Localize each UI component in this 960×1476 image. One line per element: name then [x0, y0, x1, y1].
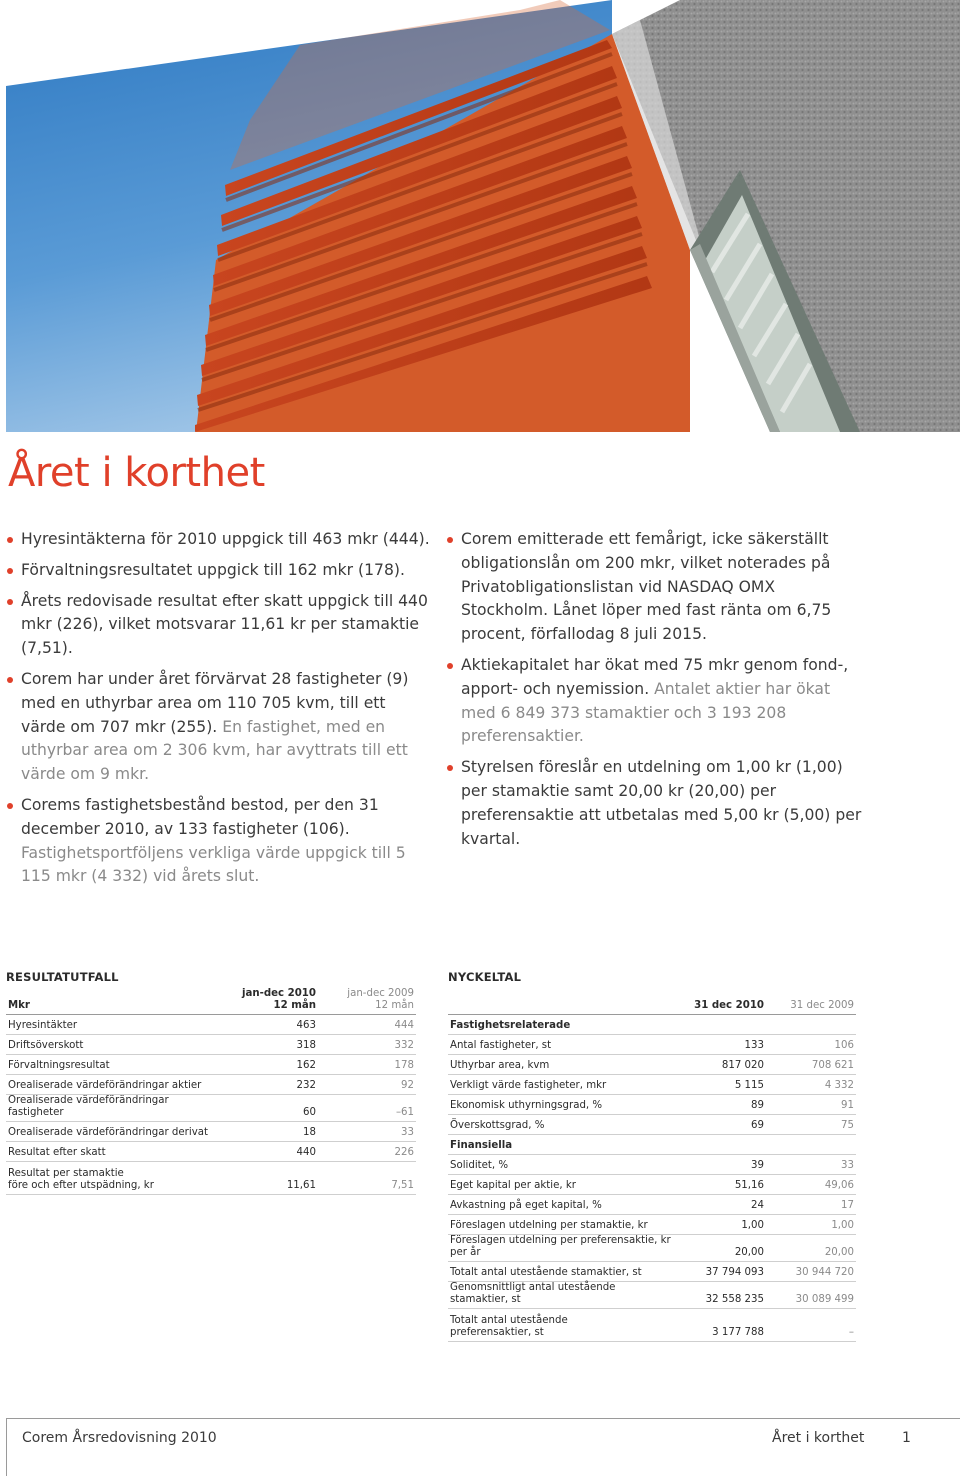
- row-label: Totalt antal utestående preferensaktier, st: [448, 1309, 676, 1342]
- value-2009: 30 944 720: [772, 1262, 856, 1282]
- table-row: [6, 1122, 416, 1142]
- row-label: Totalt antal utestående stamaktier, st: [448, 1262, 676, 1282]
- section-row: [448, 1135, 856, 1155]
- table-row: [448, 1155, 856, 1175]
- table-row: [6, 1075, 416, 1095]
- value-2009: 4 332: [772, 1075, 856, 1095]
- row-label: Soliditet, %: [448, 1155, 676, 1175]
- value-2010: 32 558 235: [676, 1282, 772, 1309]
- table-row: [448, 1309, 856, 1342]
- bullet-dot-icon: [7, 677, 13, 683]
- value-2009: –: [772, 1309, 856, 1342]
- footer-publication: Corem Årsredovisning 2010: [22, 1430, 217, 1446]
- row-label: Föreslagen utdelning per stamaktie, kr: [448, 1215, 676, 1235]
- value-2009: 20,00: [772, 1235, 856, 1262]
- value-2009: 33: [324, 1122, 416, 1142]
- list-item: Årets redovisade resultat efter skatt uppgick till 440 mkr (226), vilket motsvarar 11,61 kr per stamaktie (7,51).: [4, 590, 432, 661]
- list-item: Corem har under året förvärvat 28 fastigheter (9) med en uthyrbar area om 110 705 kvm, till ett värde om 707 mkr (255). En fastighet, med en uthyrbar area om 2 306 kvm, har avyttrats till ett värde om 9 mkr.: [4, 668, 432, 787]
- footer-divider: [6, 1418, 960, 1419]
- value-2010: 39: [676, 1155, 772, 1175]
- table-row: [448, 1035, 856, 1055]
- value-2010: 463: [224, 1015, 324, 1035]
- value-2009: 7,51: [324, 1162, 416, 1195]
- nyckeltal-table: [448, 970, 856, 1342]
- table-body: [448, 1035, 856, 1135]
- table-body: [6, 1015, 416, 1162]
- value-2009: 17: [772, 1195, 856, 1215]
- table-row: [6, 1162, 416, 1195]
- bullet-dot-icon: [7, 568, 13, 574]
- value-2009: 30 089 499: [772, 1282, 856, 1309]
- bullet-dot-icon: [7, 803, 13, 809]
- table-row: [448, 1055, 856, 1075]
- row-label: Eget kapital per aktie, kr: [448, 1175, 676, 1195]
- highlights-left: [4, 528, 432, 896]
- value-2009: –61: [324, 1095, 416, 1122]
- row-label: Antal fastigheter, st: [448, 1035, 676, 1055]
- value-2009: 33: [772, 1155, 856, 1175]
- row-label: Genomsnittligt antal utestående stamaktier, st: [448, 1282, 676, 1309]
- value-2010: 440: [224, 1142, 324, 1162]
- table-row: [448, 1235, 856, 1262]
- list-item: Corem emitterade ett femårigt, icke säkerställt obligationslån om 200 mkr, vilket noterades på Privatobligationslistan vid NASDAQ OMX Stockholm. Lånet löper med fast ränta om 6,75 procent, förfallodag 8 juli 2015.: [444, 528, 864, 647]
- row-label: Resultat efter skatt: [6, 1142, 224, 1162]
- value-2010: 51,16: [676, 1175, 772, 1195]
- table-row: [448, 1075, 856, 1095]
- row-label: Föreslagen utdelning per preferensaktie, kr per år: [448, 1235, 676, 1262]
- footer-section-title: Året i korthet: [772, 1430, 865, 1446]
- bullet-dot-icon: [7, 537, 13, 543]
- row-label: Resultat per stamaktie före och efter utspädning, kr: [6, 1162, 224, 1195]
- table-caption: RESULTATUTFALL: [6, 970, 119, 984]
- value-2009: 49,06: [772, 1175, 856, 1195]
- value-2010: 11,61: [224, 1162, 324, 1195]
- value-2010: 817 020: [676, 1055, 772, 1075]
- value-2010: 3 177 788: [676, 1309, 772, 1342]
- section-label: Finansiella: [448, 1135, 856, 1155]
- section-label: Fastighetsrelaterade: [448, 1015, 856, 1035]
- hero-photo: [0, 0, 960, 432]
- value-2010: 89: [676, 1095, 772, 1115]
- table-row: [448, 1175, 856, 1195]
- value-2009: 106: [772, 1035, 856, 1055]
- row-label: Verkligt värde fastigheter, mkr: [448, 1075, 676, 1095]
- value-2010: 1,00: [676, 1215, 772, 1235]
- value-2009: 75: [772, 1115, 856, 1135]
- value-2009: 91: [772, 1095, 856, 1115]
- table-body: [448, 1155, 856, 1309]
- bullet-dot-icon: [447, 765, 453, 771]
- table-row: [6, 1142, 416, 1162]
- row-label: Orealiserade värdeförändringar aktier: [6, 1075, 224, 1095]
- value-2009: 92: [324, 1075, 416, 1095]
- table-row: [6, 1015, 416, 1035]
- table-header-row: [448, 986, 856, 1015]
- table-row: [448, 1195, 856, 1215]
- row-label: Orealiserade värdeförändringar derivat: [6, 1122, 224, 1142]
- row-label: Hyresintäkter: [6, 1015, 224, 1035]
- row-label: Orealiserade värdeförändringar fastigheter: [6, 1095, 224, 1122]
- value-2009: 444: [324, 1015, 416, 1035]
- page-number: 1: [902, 1430, 911, 1446]
- table-header-row: [6, 986, 416, 1015]
- value-2010: 37 794 093: [676, 1262, 772, 1282]
- row-label: Driftsöverskott: [6, 1035, 224, 1055]
- column-header-2009: jan-dec 2009 12 mån: [324, 986, 416, 1015]
- section-row: [448, 1015, 856, 1035]
- row-label: Uthyrbar area, kvm: [448, 1055, 676, 1075]
- list-item: Aktiekapitalet har ökat med 75 mkr genom fond-, apport- och nyemission. Antalet aktier har ökat med 6 849 373 stamaktier och 3 193 208 preferensaktier.: [444, 654, 864, 749]
- bullet-dot-icon: [7, 599, 13, 605]
- table-caption: NYCKELTAL: [448, 970, 522, 984]
- column-header-mkr: Mkr: [6, 986, 224, 1015]
- list-item: Styrelsen föreslår en utdelning om 1,00 kr (1,00) per stamaktie samt 20,00 kr (20,00) per preferensaktie att utbetalas med 5,00 kr (5,00) per kvartal.: [444, 756, 864, 851]
- value-2009: 332: [324, 1035, 416, 1055]
- building-facade-illustration: [0, 0, 960, 432]
- resultatutfall-table: [6, 970, 416, 1195]
- value-2010: 133: [676, 1035, 772, 1055]
- value-2010: 5 115: [676, 1075, 772, 1095]
- row-label: Avkastning på eget kapital, %: [448, 1195, 676, 1215]
- list-item: Hyresintäkterna för 2010 uppgick till 463 mkr (444).: [4, 528, 432, 552]
- column-header-2010: jan-dec 2010 12 mån: [224, 986, 324, 1015]
- row-label: Ekonomisk uthyrningsgrad, %: [448, 1095, 676, 1115]
- value-2009: 226: [324, 1142, 416, 1162]
- value-2010: 20,00: [676, 1235, 772, 1262]
- table-row: [448, 1215, 856, 1235]
- value-2010: 60: [224, 1095, 324, 1122]
- value-2009: 1,00: [772, 1215, 856, 1235]
- value-2010: 24: [676, 1195, 772, 1215]
- table-row: [6, 1055, 416, 1075]
- footer-edge-line: [6, 1418, 7, 1476]
- page-title: Året i korthet: [8, 450, 265, 496]
- table-row: [448, 1282, 856, 1309]
- value-2010: 162: [224, 1055, 324, 1075]
- value-2010: 232: [224, 1075, 324, 1095]
- table-row: [6, 1095, 416, 1122]
- highlights-right: [444, 528, 864, 858]
- table-row: [6, 1035, 416, 1055]
- row-label: Överskottsgrad, %: [448, 1115, 676, 1135]
- value-2009: 178: [324, 1055, 416, 1075]
- bullet-dot-icon: [447, 663, 453, 669]
- table-row: [448, 1095, 856, 1115]
- row-label: Förvaltningsresultat: [6, 1055, 224, 1075]
- table-row: [448, 1115, 856, 1135]
- column-header-2010: 31 dec 2010: [676, 986, 772, 1015]
- column-header-2009: 31 dec 2009: [772, 986, 856, 1015]
- table-row: [448, 1262, 856, 1282]
- value-2010: 318: [224, 1035, 324, 1055]
- list-item: Förvaltningsresultatet uppgick till 162 mkr (178).: [4, 559, 432, 583]
- list-item: Corems fastighetsbestånd bestod, per den 31 december 2010, av 133 fastigheter (106). Fastighetsportföljens verkliga värde uppgick till 5 115 mkr (4 332) vid årets slut.: [4, 794, 432, 889]
- value-2010: 18: [224, 1122, 324, 1142]
- value-2010: 69: [676, 1115, 772, 1135]
- bullet-dot-icon: [447, 537, 453, 543]
- value-2009: 708 621: [772, 1055, 856, 1075]
